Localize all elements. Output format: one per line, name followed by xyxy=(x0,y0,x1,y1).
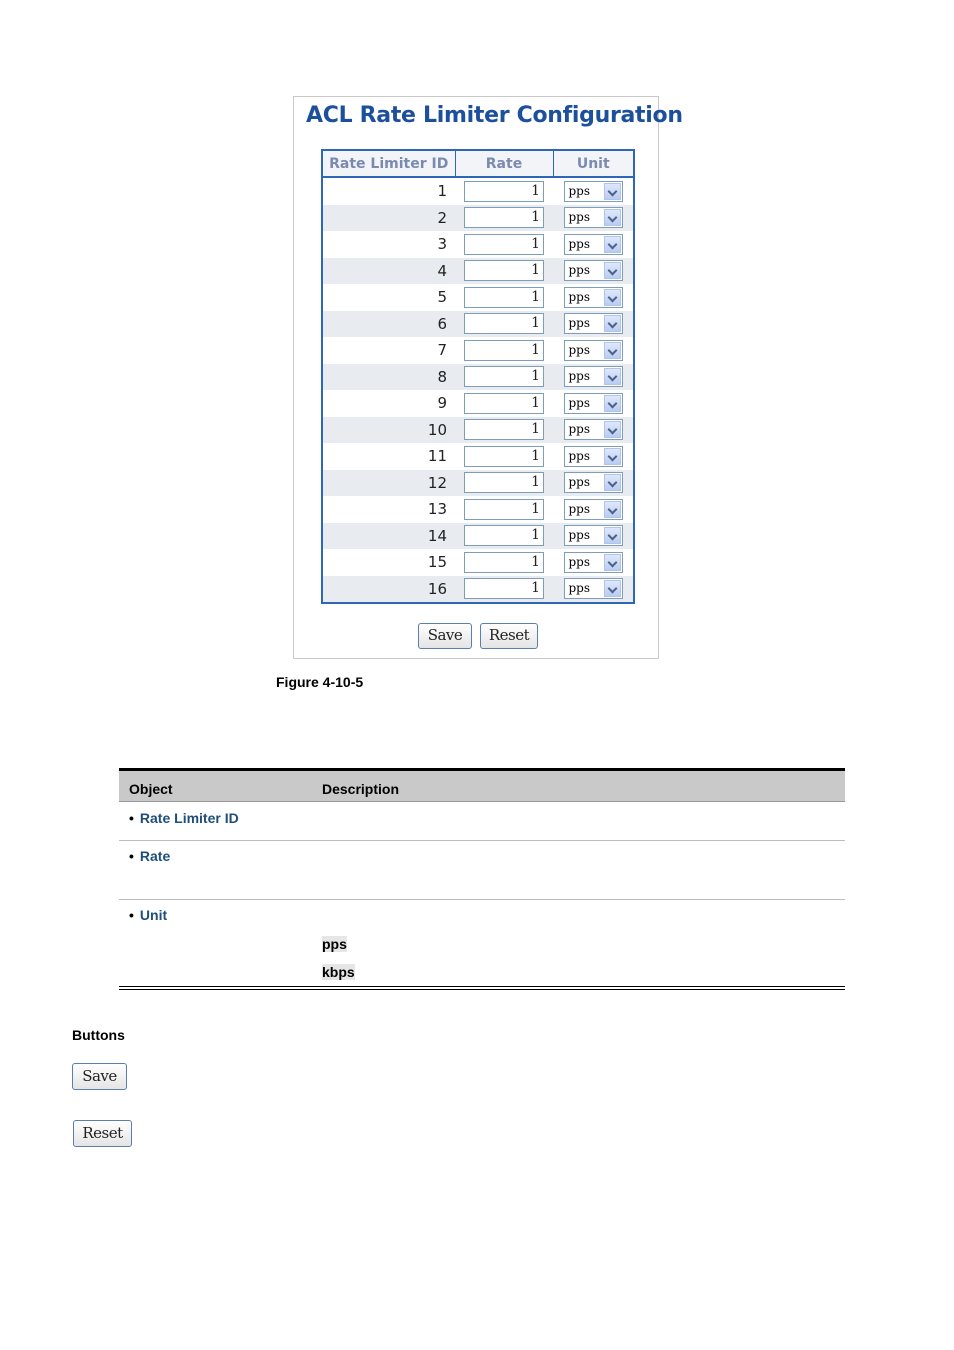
unit-select-value: pps xyxy=(568,183,591,198)
rate-cell xyxy=(455,231,553,258)
unit-select[interactable] xyxy=(564,578,623,599)
rate-input[interactable]: 1 xyxy=(464,181,544,202)
object-label: Rate xyxy=(139,848,171,864)
rate-limiter-id: 15 xyxy=(322,549,455,576)
table-row xyxy=(322,470,634,497)
reset-button[interactable]: Reset xyxy=(480,623,538,649)
table-bottom-rule xyxy=(119,986,845,990)
rate-input[interactable]: 1 xyxy=(464,472,544,493)
rate-cell xyxy=(455,364,553,391)
object-label: Rate Limiter ID xyxy=(139,810,239,826)
rate-cell xyxy=(455,576,553,604)
rate-limiter-id: 2 xyxy=(322,205,455,232)
unit-select[interactable] xyxy=(564,472,623,493)
table-row xyxy=(119,841,845,900)
unit-select-value: pps xyxy=(568,475,591,490)
unit-select-value: pps xyxy=(568,369,591,384)
rate-limiter-rows xyxy=(322,177,634,603)
rate-input[interactable]: 1 xyxy=(464,393,544,414)
unit-cell xyxy=(553,205,634,232)
chevron-down-icon[interactable] xyxy=(604,580,621,597)
unit-select-value: pps xyxy=(568,554,591,569)
save-button[interactable]: Save xyxy=(72,1063,127,1090)
rate-input[interactable]: 1 xyxy=(464,287,544,308)
table-row xyxy=(322,205,634,232)
rate-limiter-id: 14 xyxy=(322,523,455,550)
chevron-down-icon[interactable] xyxy=(604,289,621,306)
unit-select-value: pps xyxy=(568,395,591,410)
unit-select-value: pps xyxy=(568,289,591,304)
chevron-down-icon[interactable] xyxy=(604,554,621,571)
table-row xyxy=(119,802,845,841)
table-row xyxy=(119,900,845,986)
rate-input[interactable]: 1 xyxy=(464,419,544,440)
chevron-down-icon[interactable] xyxy=(604,448,621,465)
unit-select[interactable] xyxy=(564,340,623,361)
table-row xyxy=(322,576,634,604)
chevron-down-icon[interactable] xyxy=(604,395,621,412)
rate-limiter-id: 6 xyxy=(322,311,455,338)
rate-input[interactable]: 1 xyxy=(464,234,544,255)
chevron-down-icon[interactable] xyxy=(604,236,621,253)
unit-cell xyxy=(553,258,634,285)
reset-button[interactable]: Reset xyxy=(73,1120,132,1147)
unit-select[interactable] xyxy=(564,499,623,520)
rate-limiter-id: 13 xyxy=(322,496,455,523)
object-label: Unit xyxy=(139,907,168,923)
buttons-heading: Buttons xyxy=(72,1027,125,1043)
rate-limiter-table xyxy=(321,149,635,604)
rate-cell xyxy=(455,284,553,311)
table-row xyxy=(322,364,634,391)
rate-input[interactable]: 1 xyxy=(464,366,544,387)
unit-select-value: pps xyxy=(568,263,591,278)
rate-limiter-id: 4 xyxy=(322,258,455,285)
unit-cell xyxy=(553,311,634,338)
unit-select[interactable] xyxy=(564,207,623,228)
rate-input[interactable]: 1 xyxy=(464,340,544,361)
table-row xyxy=(322,284,634,311)
table-row xyxy=(322,390,634,417)
rate-cell xyxy=(455,205,553,232)
rate-input[interactable]: 1 xyxy=(464,446,544,467)
table-row xyxy=(322,337,634,364)
chevron-down-icon[interactable] xyxy=(604,315,621,332)
unit-cell xyxy=(553,417,634,444)
table-row xyxy=(322,177,634,205)
unit-cell xyxy=(553,231,634,258)
rate-cell xyxy=(455,417,553,444)
rate-cell xyxy=(455,258,553,285)
unit-select[interactable] xyxy=(564,234,623,255)
chevron-down-icon[interactable] xyxy=(604,183,621,200)
table-header-row xyxy=(322,150,634,177)
rate-cell xyxy=(455,523,553,550)
chevron-down-icon[interactable] xyxy=(604,527,621,544)
unit-select[interactable] xyxy=(564,552,623,573)
unit-cell xyxy=(553,496,634,523)
unit-select-value: pps xyxy=(568,581,591,596)
unit-select[interactable] xyxy=(564,446,623,467)
table-header xyxy=(119,771,845,802)
object-cell: • Rate Limiter ID xyxy=(129,810,239,826)
config-screenshot xyxy=(293,96,683,659)
rate-input[interactable]: 1 xyxy=(464,578,544,599)
chevron-down-icon[interactable] xyxy=(604,368,621,385)
unit-cell xyxy=(553,284,634,311)
save-button[interactable]: Save xyxy=(418,623,472,649)
rate-input[interactable]: 1 xyxy=(464,552,544,573)
option-kbps: kbps xyxy=(322,964,355,980)
unit-select[interactable] xyxy=(564,419,623,440)
unit-select-value: pps xyxy=(568,422,591,437)
unit-select[interactable] xyxy=(564,393,623,414)
description-table xyxy=(119,768,845,990)
table-row xyxy=(322,549,634,576)
rate-limiter-id: 16 xyxy=(322,576,455,604)
chevron-down-icon[interactable] xyxy=(604,209,621,226)
unit-select[interactable] xyxy=(564,287,623,308)
unit-cell xyxy=(553,337,634,364)
rate-cell xyxy=(455,390,553,417)
unit-cell xyxy=(553,549,634,576)
rate-input[interactable]: 1 xyxy=(464,207,544,228)
rate-limiter-id: 3 xyxy=(322,231,455,258)
unit-cell xyxy=(553,390,634,417)
unit-cell xyxy=(553,443,634,470)
rate-input[interactable]: 1 xyxy=(464,499,544,520)
rate-cell xyxy=(455,443,553,470)
unit-select[interactable] xyxy=(564,181,623,202)
unit-select-value: pps xyxy=(568,448,591,463)
column-header-rate-limiter-id: Rate Limiter ID xyxy=(322,150,455,177)
unit-select[interactable] xyxy=(564,366,623,387)
table-row xyxy=(322,496,634,523)
object-column-header: Object xyxy=(129,781,173,797)
unit-select-value: pps xyxy=(568,528,591,543)
unit-select-value: pps xyxy=(568,342,591,357)
column-header-unit: Unit xyxy=(553,150,634,177)
unit-select-value: pps xyxy=(568,501,591,516)
rate-input[interactable]: 1 xyxy=(464,313,544,334)
object-cell: • Unit xyxy=(129,907,168,923)
figure-caption: Figure 4-10-5 xyxy=(276,674,364,690)
object-cell: • Rate xyxy=(129,848,171,864)
rate-cell xyxy=(455,177,553,205)
chevron-down-icon[interactable] xyxy=(604,342,621,359)
unit-select-value: pps xyxy=(568,236,591,251)
rate-cell xyxy=(455,470,553,497)
unit-select-value: pps xyxy=(568,210,591,225)
rate-cell xyxy=(455,337,553,364)
unit-cell xyxy=(553,364,634,391)
rate-cell xyxy=(455,496,553,523)
rate-input[interactable]: 1 xyxy=(464,525,544,546)
unit-cell xyxy=(553,177,634,205)
description-column-header: Description xyxy=(322,781,400,797)
unit-cell xyxy=(553,523,634,550)
rate-limiter-id: 1 xyxy=(322,177,455,205)
option-pps: pps xyxy=(322,936,347,952)
table-row xyxy=(322,443,634,470)
table-row xyxy=(322,523,634,550)
rate-limiter-id: 12 xyxy=(322,470,455,497)
unit-select[interactable] xyxy=(564,260,623,281)
table-row xyxy=(322,231,634,258)
unit-cell xyxy=(553,470,634,497)
unit-select[interactable] xyxy=(564,313,623,334)
chevron-down-icon[interactable] xyxy=(604,421,621,438)
rate-limiter-id: 8 xyxy=(322,364,455,391)
column-header-rate: Rate xyxy=(455,150,553,177)
unit-select-value: pps xyxy=(568,316,591,331)
table-row xyxy=(322,311,634,338)
table-row xyxy=(322,258,634,285)
rate-limiter-id: 11 xyxy=(322,443,455,470)
unit-select[interactable] xyxy=(564,525,623,546)
rate-input[interactable]: 1 xyxy=(464,260,544,281)
rate-cell xyxy=(455,549,553,576)
rate-limiter-id: 5 xyxy=(322,284,455,311)
table-row xyxy=(322,417,634,444)
rate-limiter-id: 7 xyxy=(322,337,455,364)
rate-cell xyxy=(455,311,553,338)
rate-limiter-id: 10 xyxy=(322,417,455,444)
chevron-down-icon[interactable] xyxy=(604,474,621,491)
chevron-down-icon[interactable] xyxy=(604,501,621,518)
chevron-down-icon[interactable] xyxy=(604,262,621,279)
rate-limiter-id: 9 xyxy=(322,390,455,417)
unit-cell xyxy=(553,576,634,604)
page-title: ACL Rate Limiter Configuration xyxy=(306,103,683,128)
